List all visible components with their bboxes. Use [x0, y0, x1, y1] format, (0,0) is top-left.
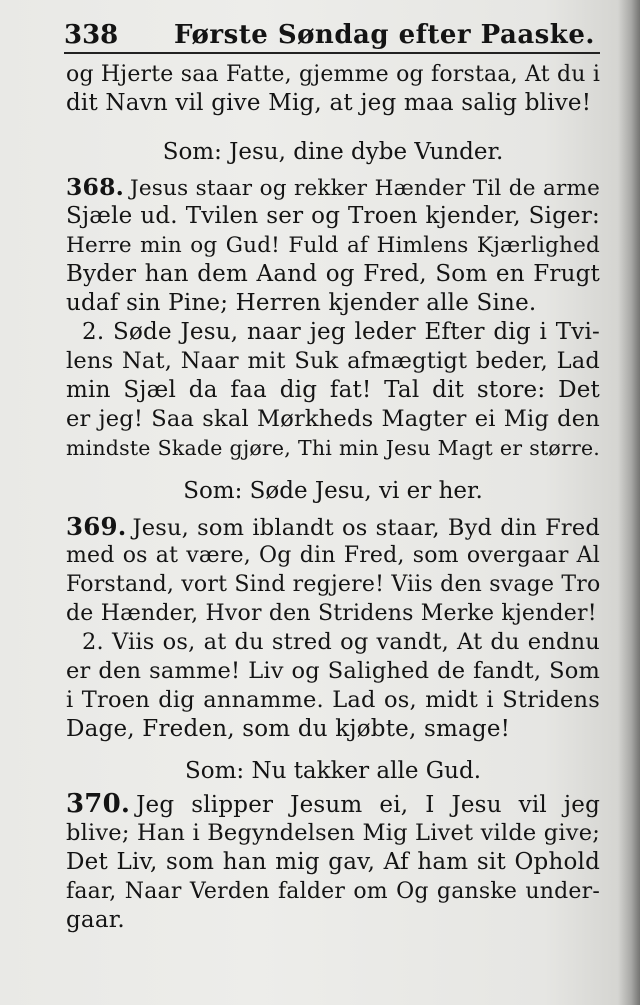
text-line: Herre min og Gud! Fuld af Himlens Kjærlighed	[66, 233, 600, 258]
hymn-first-line-text: Jesu, som iblandt os staar, Byd din Fred	[132, 515, 600, 541]
verse-start-line: 2. Viis os, at du stred og vandt, At du endnu	[82, 629, 600, 655]
hymn-number: 369.	[66, 512, 127, 541]
hymn-number: 370.	[66, 789, 131, 819]
text-line: og Hjerte saa Fatte, gjemme og forstaa, At du i	[66, 62, 601, 87]
running-head: Første Søndag efter Paaske.	[174, 20, 595, 50]
verse-start-line: 2. Søde Jesu, naar jeg leder Efter dig i Tvi-	[82, 319, 600, 345]
hymn-number: 368.	[66, 173, 125, 201]
tune-line: Som: Nu takker alle Gud.	[184, 758, 482, 784]
text-line: Dage, Freden, som du kjøbte, smage!	[66, 716, 511, 742]
text-line: er den samme! Liv og Salighed de fandt, Som	[66, 658, 600, 684]
text-line: dit Navn vil give Mig, at jeg maa salig blive!	[66, 90, 592, 116]
text-line: Sjæle ud. Tvilen ser og Troen kjender, Siger:	[66, 203, 600, 229]
text-line: med os at være, Og din Fred, som overgaar Al	[66, 543, 600, 568]
hymn-first-line-text: Jeg slipper Jesum ei, I Jesu vil jeg	[136, 792, 600, 818]
page-header	[64, 18, 600, 54]
tune-line: Som: Jesu, dine dybe Vunder.	[162, 139, 504, 165]
text-line: er jeg! Saa skal Mørkheds Magter ei Mig den	[66, 406, 600, 432]
text-line: Forstand, vort Sind regjere! Viis den svage Tro	[66, 572, 601, 597]
hymn-first-line	[66, 790, 600, 819]
text-line: Byder han dem Aand og Fred, Som en Frugt	[66, 261, 600, 287]
text-line: i Troen dig annamme. Lad os, midt i Stridens	[66, 687, 600, 713]
page-edge-shadow	[618, 0, 640, 1005]
page-number: 338	[64, 20, 119, 50]
hymn-first-line	[66, 512, 600, 541]
tune-line: Som: Søde Jesu, vi er her.	[183, 478, 483, 504]
text-line: lens Nat, Naar mit Suk afmægtigt beder, Lad	[66, 348, 600, 374]
text-line: faar, Naar Verden falder om Og ganske under-	[66, 879, 600, 904]
text-line: mindste Skade gjøre, Thi min Jesu Magt er større.	[66, 436, 600, 460]
hymn-first-line-text: Jesus staar og rekker Hænder Til de arme	[130, 176, 600, 201]
text-line: min Sjæl da faa dig fat! Tal dit store: Det	[66, 377, 600, 403]
text-line: Det Liv, som han mig gav, Af ham sit Ophold	[66, 849, 600, 875]
text-line: udaf sin Pine; Herren kjender alle Sine.	[66, 290, 537, 316]
hymn-first-line	[66, 173, 600, 202]
text-line: gaar.	[66, 907, 125, 933]
text-line: de Hænder, Hvor den Stridens Merke kjender!	[66, 601, 597, 626]
text-line: blive; Han i Begyndelsen Mig Livet vilde give;	[66, 820, 600, 846]
